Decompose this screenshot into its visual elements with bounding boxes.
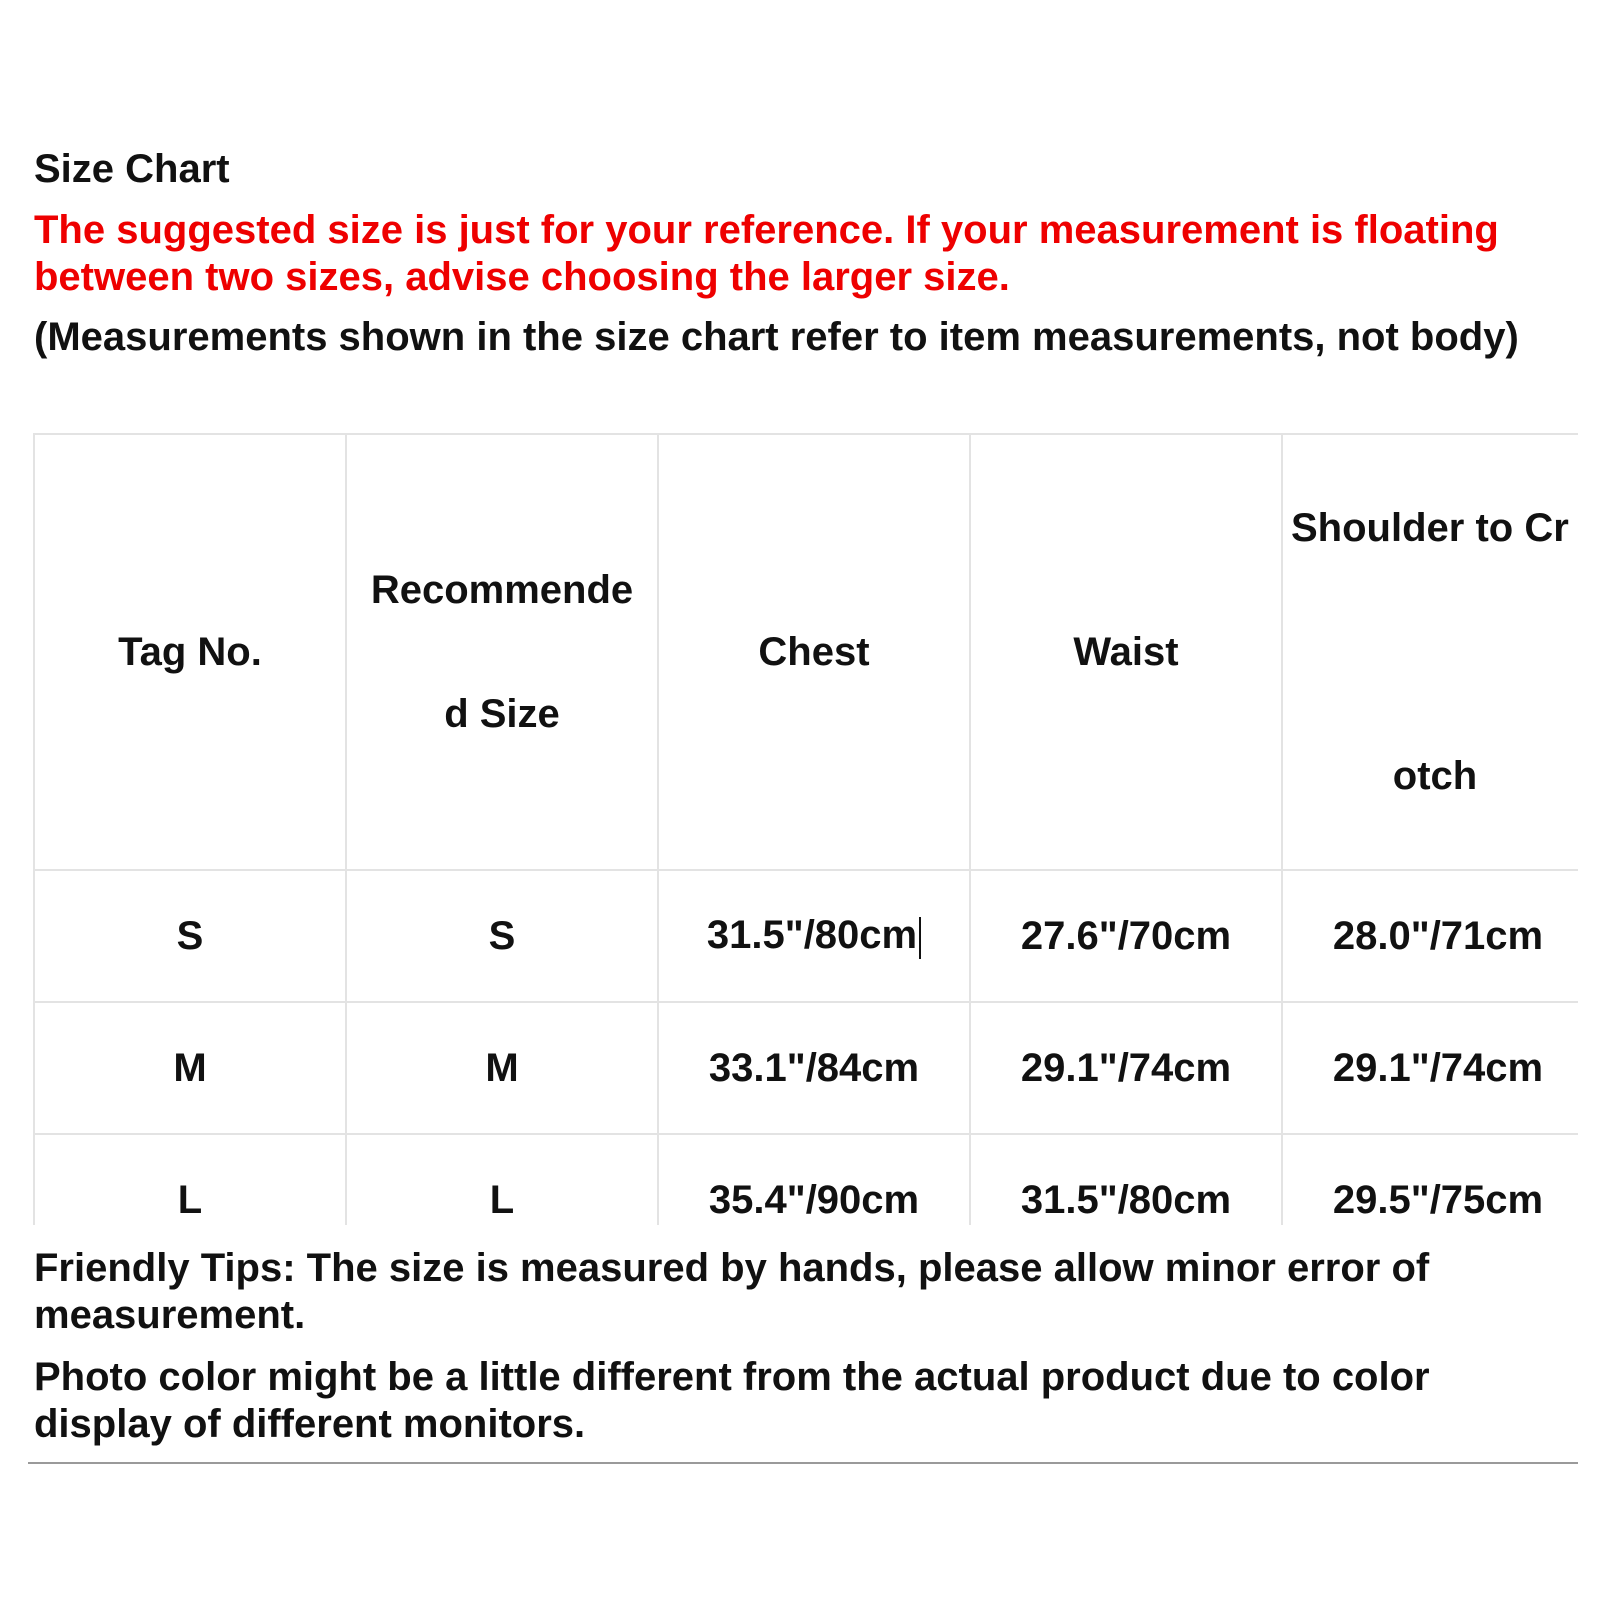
size-chart-title: Size Chart [34,147,230,191]
table-row [34,1134,1578,1225]
header-shoulder-to-crotch-line1: Shoulder to Cr [1291,506,1569,550]
cell-recommended-size: L [346,1134,658,1225]
header-cell [970,434,1282,870]
cell-tag: M [34,1002,346,1134]
table-row [34,870,1578,1002]
photo-color-note: Photo color might be a little different from the actual product due to color display of different monitors. [34,1355,1430,1446]
cell-chest-value: 31.5"/80cm [706,913,918,958]
cell-shoulder-to-crotch: 28.0"/71cm [1282,870,1578,1002]
measurement-note: (Measurements shown in the size chart refer to item measurements, not body) [34,315,1519,359]
cell-recommended-size: S [346,870,658,1002]
cell-waist: 29.1"/74cm [970,1002,1282,1134]
cell-tag: L [34,1134,346,1225]
cell-waist: 31.5"/80cm [970,1134,1282,1225]
header-shoulder-to-crotch-line2: otch [1392,754,1478,798]
header-cell [658,434,970,870]
sizing-notice: The suggested size is just for your reference. If your measurement is floating between two sizes, advise choosing the larger size. [34,208,1499,299]
cell-shoulder-to-crotch: 29.1"/74cm [1282,1002,1578,1134]
header-shoulder-to-crotch [1283,435,1578,869]
table-row [34,1002,1578,1134]
cell-waist: 27.6"/70cm [970,870,1282,1002]
table-header-row [34,434,1578,870]
header-cell [346,434,658,870]
size-table [33,433,1578,1225]
header-waist: Waist [1073,630,1179,674]
cell-chest[interactable] [658,870,970,1002]
header-spacer [1291,621,1578,683]
header-cell [1282,434,1578,870]
cell-tag: S [34,870,346,1002]
cell-recommended-size: M [346,1002,658,1134]
header-cell [34,434,346,870]
cell-chest: 35.4"/90cm [658,1134,970,1225]
cell-shoulder-to-crotch: 29.5"/75cm [1282,1134,1578,1225]
header-recommended-size: Recommende d Size [370,568,634,736]
friendly-tips: Friendly Tips: The size is measured by hands, please allow minor error of measurement. [34,1246,1430,1337]
size-table-container [33,433,1578,1225]
cell-chest: 33.1"/84cm [658,1002,970,1134]
text-cursor [919,917,921,959]
header-chest: Chest [758,630,870,674]
header-tag-no: Tag No. [118,630,262,674]
bottom-divider [28,1462,1578,1464]
